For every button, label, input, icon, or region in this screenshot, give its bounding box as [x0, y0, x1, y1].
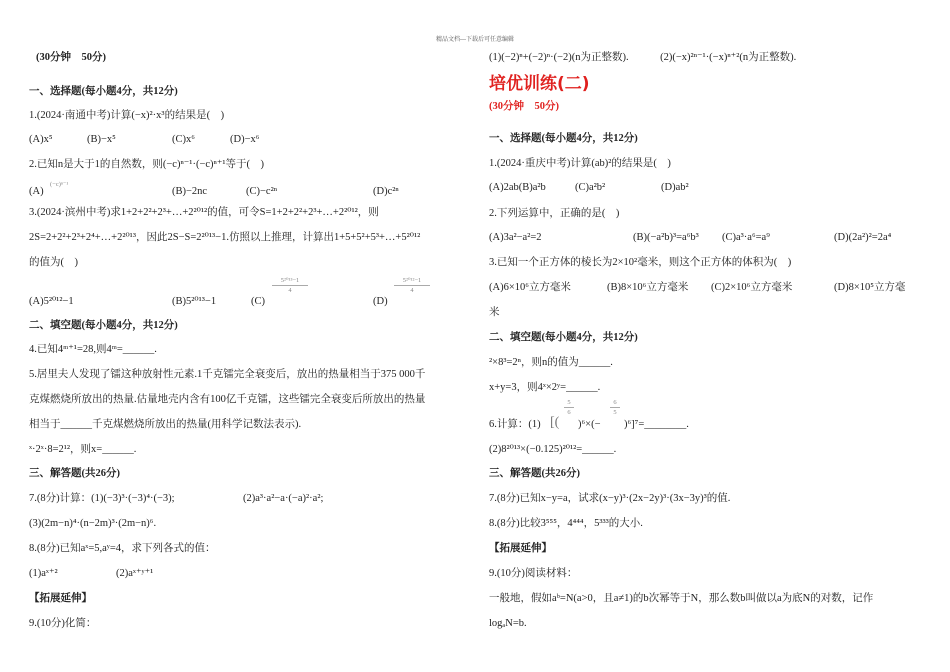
question-8: 8.(8分)比较3⁵⁵⁵，4⁴⁴⁴，5³³³的大小.	[489, 518, 643, 529]
option-a: (A)3a²−a²=2	[489, 232, 542, 243]
open-bracket: [(	[550, 415, 560, 430]
question-6-middle: )⁶×(−	[578, 419, 601, 430]
question-9: 9.(10分)阅读材料：	[489, 568, 578, 579]
option-b: (B)(−a²b)³=a⁶b³	[633, 232, 699, 243]
option-d: (D)ab²	[661, 182, 689, 193]
question-4: ²×8³=2ⁿ，则n的值为______.	[489, 357, 613, 368]
option-a: (A)5²⁰¹²−1	[29, 296, 74, 307]
option-a: (A)6×10⁶立方毫米	[489, 282, 571, 293]
question-8-part-2: (2)aˣ⁺ʸ⁺¹	[116, 568, 154, 579]
time-limit: (30分钟 50分)	[36, 52, 106, 63]
question-7-part-2: (2)a³·a²−a·(−a)²·a²;	[243, 493, 324, 504]
section-heading-choice: 一、选择题(每小题4分，共12分)	[489, 133, 638, 144]
option-d: (D)(2a²)²=2a⁴	[834, 232, 892, 243]
option-b: (B)5²⁰¹³−1	[172, 296, 217, 307]
fraction-bar	[610, 407, 620, 408]
time-limit: (30分钟 50分)	[489, 101, 559, 112]
section-heading-solve: 三、解答题(共26分)	[29, 468, 120, 479]
fraction-bar	[564, 407, 574, 408]
option-d-continued: 米	[489, 307, 500, 318]
option-a: (A)x⁵	[29, 134, 53, 145]
question-2: 2.已知n是大于1的自然数，则(−c)ⁿ⁻¹·(−c)ⁿ⁺¹等于( )	[29, 159, 265, 170]
fraction-numerator: 5²⁰¹³−1	[280, 277, 300, 284]
section-heading-fill: 二、填空题(每小题4分，共12分)	[29, 320, 178, 331]
fraction-bar	[394, 285, 430, 286]
option-c-label: (C)	[251, 296, 265, 307]
option-c: (C)2×10⁶立方毫米	[711, 282, 793, 293]
question-1: 1.(2024·重庆中考)计算(ab)²的结果是( )	[489, 158, 671, 169]
fraction-numerator: 5	[567, 399, 571, 406]
option-c: (C)a²b²	[575, 182, 606, 193]
fraction-numerator: 6	[613, 399, 617, 406]
option-d: (D)−x⁶	[230, 134, 260, 145]
section-heading-choice: 一、选择题(每小题4分，共12分)	[29, 86, 178, 97]
option-c: (C)a³·a⁶=a⁹	[722, 232, 770, 243]
fraction-five-sixths	[564, 399, 574, 416]
question-5: x+y=3，则4ˣ×2ʸ=______.	[489, 382, 601, 393]
question-7: 7.(8分)已知x−y=a，试求(x−y)³·(2x−2y)³·(3x−3y)³的值.	[489, 493, 731, 504]
question-3-line-2: 2S=2+2²+2³+2⁴+…+2²⁰¹³，因此2S−S=2²⁰¹³−1.仿照以上推理，计算出1+5+5²+5³+…+5²⁰¹²	[29, 232, 421, 243]
fraction-numerator: 5²⁰¹²−1	[402, 277, 422, 284]
section-heading-solve: 三、解答题(共26分)	[489, 468, 580, 479]
question-6-prefix: 6.计算：(1)	[489, 419, 541, 430]
fraction-denominator: 5	[613, 409, 617, 416]
question-3: 3.已知一个正方体的棱长为2×10²毫米，则这个正方体的体积为( )	[489, 257, 792, 268]
option-d-fraction	[394, 276, 430, 294]
option-b: (B)8×10⁶立方毫米	[607, 282, 689, 293]
question-5-line-1: 5.居里夫人发现了镭这种放射性元素.1千克镭完全衰变后，放出的热量相当于375 000千	[29, 369, 426, 380]
option-c: (C)−c²ⁿ	[246, 186, 278, 197]
option-ab: (A)2ab(B)a²b	[489, 182, 546, 193]
page-title: 培优训练(二)	[489, 74, 590, 94]
question-5-line-3: 相当于______千克煤燃烧所放出的热量(用科学记数法表示).	[29, 419, 302, 430]
option-d: (D)c²ⁿ	[373, 186, 399, 197]
question-1: 1.(2024·南通中考)计算(−x)²·x³的结果是( )	[29, 110, 225, 121]
question-6-part-2: (2)8²⁰¹³×(−0.125)²⁰¹²=______.	[489, 444, 617, 455]
question-8-part-1: (1)aˣ⁺²	[29, 568, 58, 579]
section-heading-fill: 二、填空题(每小题4分，共12分)	[489, 332, 638, 343]
question-8: 8.(8分)已知aˣ=5,aʸ=4，求下列各式的值：	[29, 543, 216, 554]
question-9-parts: (1)(−2)ⁿ+(−2)ⁿ·(−2)(n为正整数). (2)(−x)²ⁿ⁻¹·(−x)ⁿ⁺²(n为正整数).	[489, 52, 797, 63]
fraction-denominator: 4	[288, 287, 292, 294]
option-c: (C)x⁶	[172, 134, 195, 145]
extension-heading: 【拓展延伸】	[29, 593, 92, 604]
option-a-label: (A)	[29, 186, 44, 197]
fraction-denominator: 6	[567, 409, 571, 416]
extension-heading: 【拓展延伸】	[489, 543, 552, 554]
question-9-line-1: 一般地，假如aᵇ=N(a>0，且a≠1)的b次幂等于N，那么数b叫做以a为底N的对数，记作	[489, 593, 874, 604]
question-6: ˣ·2ˣ·8=2¹²，则x=______.	[29, 444, 137, 455]
option-b: (B)−x⁵	[87, 134, 116, 145]
question-7-part-3: (3)(2m−n)⁴·(n−2m)³·(2m−n)⁶.	[29, 518, 157, 529]
question-7-part-1: 7.(8分)计算：(1)(−3)³·(−3)⁴·(−3);	[29, 493, 175, 504]
option-c-fraction	[272, 276, 308, 294]
option-a-expression: (−c)ⁿ⁻¹	[50, 181, 69, 188]
question-5-line-2: 克煤燃烧所放出的热量.估量地壳内含有100亿千克镭，这些镭完全衰变后所放出的热量	[29, 394, 426, 405]
question-3-line-1: 3.(2024·滨州中考)求1+2+2²+2³+…+2²⁰¹²的值，可令S=1+2+2²+2³+…+2²⁰¹²，则	[29, 207, 379, 218]
question-3-line-3: 的值为( )	[29, 257, 78, 268]
question-6-suffix: )⁶]⁷=________.	[624, 419, 689, 430]
fraction-bar	[272, 285, 308, 286]
fraction-denominator: 4	[410, 287, 414, 294]
question-9: 9.(10分)化简：	[29, 618, 97, 629]
question-9-line-2: logₐN=b.	[489, 618, 527, 629]
option-d: (D)8×10⁵立方毫	[834, 282, 906, 293]
page-header: 精品文档---下载后可任意编辑	[436, 37, 514, 43]
question-2: 2.下列运算中，正确的是( )	[489, 208, 620, 219]
option-b: (B)−2nc	[172, 186, 208, 197]
question-4: 4.已知4ᵐ⁺¹=28,则4ᵐ=______.	[29, 344, 157, 355]
option-d-label: (D)	[373, 296, 388, 307]
fraction-six-fifths	[610, 399, 620, 416]
